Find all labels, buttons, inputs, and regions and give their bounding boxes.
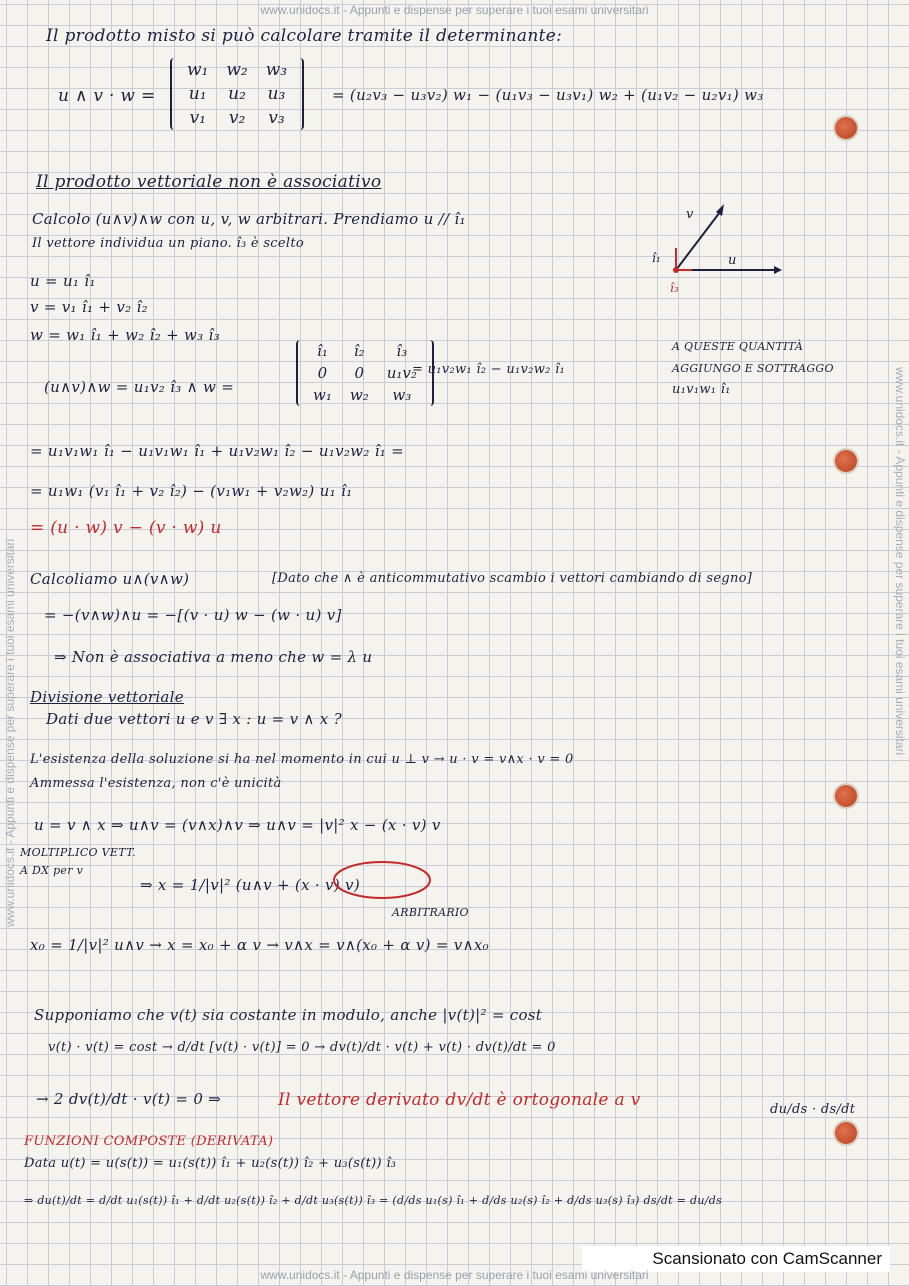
matrix-cell: 0	[317, 364, 328, 382]
note-line: Dati due vettori u e v ∃ x : u = v ∧ x ?	[46, 710, 342, 728]
sketch-label: î₁	[652, 251, 661, 265]
watermark-bottom: www.unidocs.it - Appunti e dispense per superare i tuoi esami universitari	[260, 1268, 649, 1282]
equation: (u∧v)∧w = u₁v₂ î₃ ∧ w =	[44, 378, 235, 396]
section-heading: Il prodotto vettoriale non è associativo	[36, 172, 382, 192]
binder-hole	[835, 785, 857, 807]
matrix-cell: v₂	[228, 108, 246, 128]
matrix-cell: u₃	[267, 84, 286, 104]
note-line: Il prodotto misto si può calcolare tramite il determinante:	[46, 26, 563, 46]
sketch-label: v	[686, 207, 694, 222]
result-statement: Il vettore derivato dv/dt è ortogonale a v	[278, 1090, 641, 1110]
matrix-cell: v₁	[189, 108, 206, 128]
side-note: A DX per v	[20, 864, 84, 877]
matrix-cell: w₂	[349, 386, 369, 404]
watermark-top: www.unidocs.it - Appunti e dispense per superare i tuoi esami universitari	[260, 3, 649, 17]
binder-hole	[835, 117, 857, 139]
matrix-cell: w₁	[187, 60, 209, 80]
note-line: w = w₁ î₁ + w₂ î₂ + w₃ î₃	[30, 326, 220, 344]
matrix-cell: î₂	[353, 342, 365, 360]
side-note: AGGIUNGO E SOTTRAGGO	[672, 362, 834, 375]
equation: Data u(t) = u(s(t)) = u₁(s(t)) î₁ + u₂(s(t)) î₂ + u₃(s(t)) î₃	[24, 1156, 397, 1171]
side-note: u₁v₁w₁ î₁	[672, 382, 731, 397]
note-line: Calcolo (u∧v)∧w con u, v, w arbitrari. Prendiamo u // î₁	[32, 210, 466, 228]
equation: u ∧ v · w =	[58, 86, 156, 106]
section-heading: FUNZIONI COMPOSTE (DERIVATA)	[24, 1134, 274, 1149]
equation: → 2 dv(t)/dt · v(t) = 0 ⇒	[36, 1090, 222, 1108]
watermark-left: www.unidocs.it - Appunti e dispense per superare i tuoi esami universitari	[3, 538, 17, 927]
equation: = u₁w₁ (v₁ î₁ + v₂ î₂) − (v₁w₁ + v₂w₂) u₁ î₁	[30, 482, 353, 500]
equation: ⇒ du(t)/dt = d/dt u₁(s(t)) î₁ + d/dt u₂(s(t)) î₂ + d/dt u₃(s(t)) î₃ = (d/ds u₁(s) î₁ + d/ds u₂(s) î₂ + d/ds u₃(s) î₃) ds/dt = du/ds	[24, 1194, 723, 1207]
matrix-cell: w₃	[392, 386, 412, 404]
section-heading: Divisione vettoriale	[30, 688, 184, 706]
equation: v(t) · v(t) = cost → d/dt [v(t) · v(t)] = 0 → dv(t)/dt · v(t) + v(t) · dv(t)/dt = 0	[48, 1040, 556, 1055]
annotation: ARBITRARIO	[392, 906, 469, 919]
matrix-cell: u₁	[188, 84, 207, 104]
matrix-cell: î₁	[317, 342, 328, 360]
matrix-cell: u₂	[228, 84, 246, 104]
matrix-cell: u₁v₂	[386, 364, 417, 382]
vector-sketch	[636, 200, 786, 300]
side-note: A QUESTE QUANTITÀ	[672, 340, 804, 353]
matrix-cell: w₁	[313, 386, 332, 404]
equation: x₀ = 1/|v|² u∧v → x = x₀ + α v → v∧x = v∧(x₀ + α v) = v∧x₀	[30, 936, 489, 954]
note-line: L'esistenza della soluzione si ha nel momento in cui u ⊥ v → u · v = v∧x · v = 0	[30, 752, 574, 767]
equation: du/ds · ds/dt	[770, 1102, 856, 1117]
equation: u = v ∧ x ⇒ u∧v = (v∧x)∧v ⇒ u∧v = |v|² x − (x · v) v	[34, 816, 441, 834]
sketch-label: î₃	[670, 281, 679, 295]
binder-hole	[835, 450, 857, 472]
note-line: Ammessa l'esistenza, non c'è unicità	[30, 776, 282, 791]
equation: = −(v∧w)∧u = −[(v · u) w − (w · u) v]	[44, 606, 342, 624]
matrix-cell: 0	[354, 364, 365, 382]
equation: = (u₂v₃ − u₃v₂) w₁ − (u₁v₃ − u₃v₁) w₂ + (u₁v₂ − u₂v₁) w₃	[332, 86, 764, 104]
equation: = u₁v₁w₁ î₁ − u₁v₁w₁ î₁ + u₁v₂w₁ î₂ − u₁v₂w₂ î₁ =	[30, 442, 405, 460]
note-line: [Dato che ∧ è anticommutativo scambio i vettori cambiando di segno]	[272, 571, 753, 586]
note-line: v = v₁ î₁ + v₂ î₂	[30, 298, 148, 316]
matrix-cell: v₃	[268, 108, 285, 128]
watermark-right: www.unidocs.it - Appunti e dispense per superare i tuoi esami universitari	[893, 367, 907, 756]
camscanner-label: Scansionato con CamScanner	[582, 1246, 890, 1272]
matrix-cell: î₃	[396, 342, 408, 360]
note-line: Il vettore individua un piano. î₃ è scelto	[32, 236, 304, 251]
note-line: ⇒ Non è associativa a meno che w = λ u	[54, 648, 373, 666]
note-line: Calcoliamo u∧(v∧w)	[30, 570, 190, 588]
result-equation: = (u · w) v − (v · w) u	[30, 518, 222, 538]
sketch-label: u	[728, 253, 737, 268]
note-line: Supponiamo che v(t) sia costante in modulo, anche |v(t)|² = cost	[34, 1006, 543, 1024]
matrix	[170, 58, 304, 130]
equation: ⇒ x = 1/|v|² (u∧v + (x · v) v)	[140, 876, 360, 894]
equation: = u₁v₂w₁ î₂ − u₁v₂w₂ î₁	[412, 362, 566, 377]
note-line: u = u₁ î₁	[30, 272, 96, 290]
matrix-cell: w₂	[226, 60, 248, 80]
side-note: MOLTIPLICO VETT.	[20, 846, 136, 859]
binder-hole	[835, 1122, 857, 1144]
matrix-cell: w₃	[265, 60, 288, 80]
